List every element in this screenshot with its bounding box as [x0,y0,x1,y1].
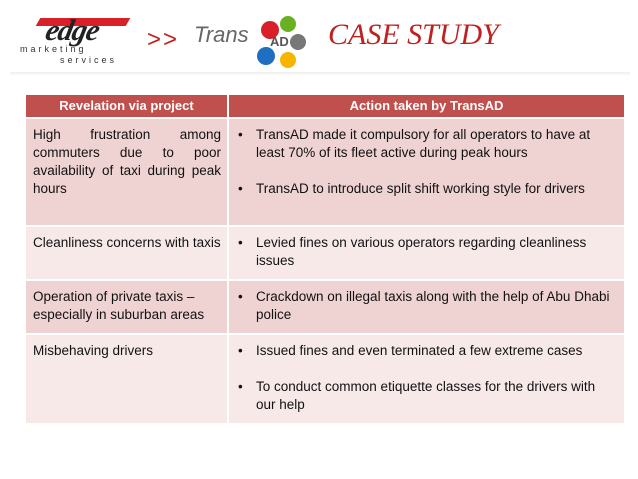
action-bullet: • Issued fines and even terminated a few extreme cases [236,342,618,360]
transad-logo-icon [248,10,310,72]
action-bullet: • Crackdown on illegal taxis along with the help of Abu Dhabi police [236,288,618,324]
slide-header [0,0,638,72]
action-bullet: • Levied fines on various operators regarding cleanliness issues [236,234,618,270]
revelation-cell: Cleanliness concerns with taxis [26,226,228,280]
edge-logo-sub1: marketing [20,44,87,54]
edge-logo [18,14,130,64]
trans-logo-text: Trans [194,22,249,47]
case-study-table [26,95,624,423]
page-title: CASE STUDY [328,18,499,51]
action-cell [228,280,624,334]
revelation-cell: High frustration among commuters due to poor availability of taxi during peak hours [26,118,228,226]
header-divider [10,72,630,76]
column-header-action: Action taken by TransAD [228,95,624,118]
action-cell [228,334,624,423]
table-row [26,334,624,423]
table-row [26,118,624,226]
revelation-cell: Operation of private taxis – especially in suburban areas [26,280,228,334]
revelation-cell: Misbehaving drivers [26,334,228,423]
table-row [26,280,624,334]
action-bullet: • TransAD to introduce split shift working style for drivers [236,180,618,198]
table-row [26,226,624,280]
action-cell [228,118,624,226]
edge-logo-word: edge [42,14,103,47]
table-header-row [26,95,624,118]
ad-logo-text: AD [270,34,289,49]
arrows-text: >> [147,26,180,53]
column-header-revelation: Revelation via project [26,95,228,118]
edge-logo-sub2: services [60,55,118,65]
action-cell [228,226,624,280]
action-bullet: • To conduct common etiquette classes for the drivers with our help [236,378,618,414]
action-bullet: • TransAD made it compulsory for all operators to have at least 70% of its fleet active during peak hours [236,126,618,162]
